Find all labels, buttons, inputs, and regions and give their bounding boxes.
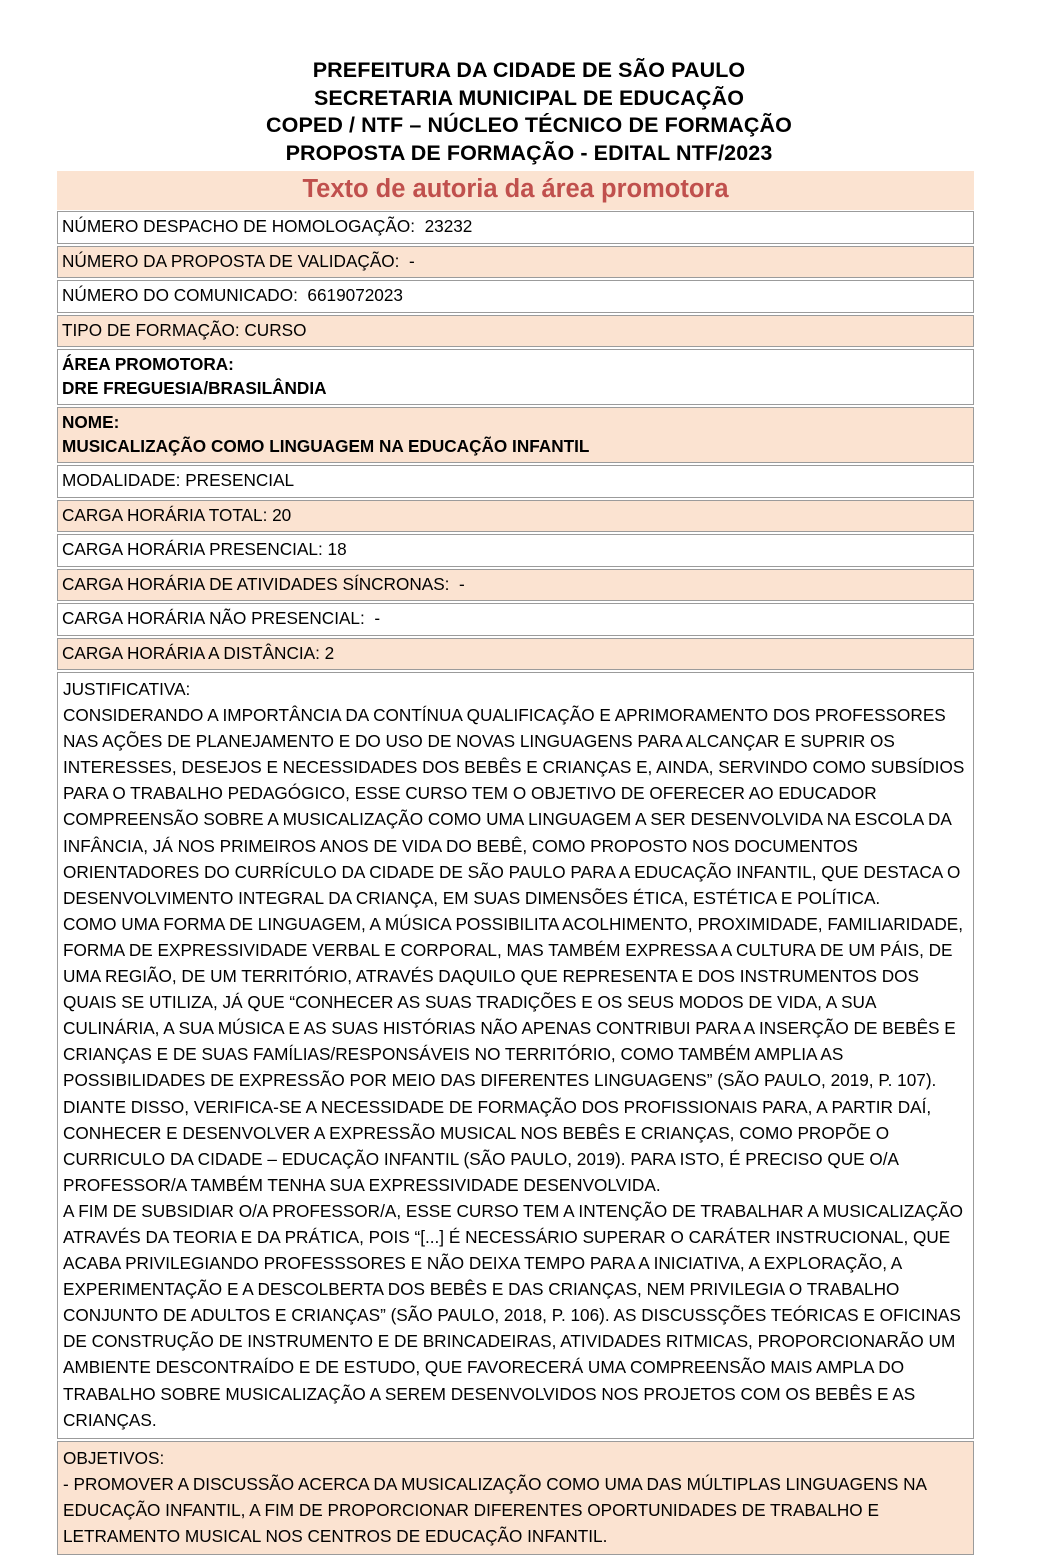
field-carga-horaria-sincronas: CARGA HORÁRIA DE ATIVIDADES SÍNCRONAS: -: [62, 573, 465, 594]
row-modalidade: [57, 465, 974, 498]
label-objetivos: OBJETIVOS:: [63, 1447, 165, 1468]
row-numero-comunicado: [57, 280, 974, 313]
justificativa-paragraph-1: CONSIDERANDO A IMPORTÂNCIA DA CONTÍNUA QUALIFICAÇÃO E APRIMORAMENTO DOS PROFESSORES NAS AÇÕES DE PLANEJAMENTO E DO USO DE NOVAS LINGUAGENS PARA ALCANÇAR E SUPRIR OS INTERESSES, DESEJOS E NECESSIDADES DOS BEBÊS E CRIANÇAS E, AINDA, SERVINDO COMO SUBSÍDIOS PARA O TRABALHO PEDAGÓGICO, ESSE CURSO TEM O OBJETIVO DE OFERECER AO EDUCADOR COMPREENSÃO SOBRE A MUSICALIZAÇÃO COMO UMA LINGUAGEM A SER DESENVOLVIDA NA ESCOLA DA INFÂNCIA, JÁ NOS PRIMEIROS ANOS DE VIDA DO BEBÊ, COMO PROPOSTO NOS DOCUMENTOS ORIENTADORES DO CURRÍCULO DA CIDADE DE SÃO PAULO PARA A EDUCAÇÃO INFANTIL, QUE DESTACA O DESENVOLVIMENTO INTEGRAL DA CRIANÇA, EM SUAS DIMENSÕES ÉTICA, ESTÉTICA E POLÍTICA.: [63, 705, 965, 908]
proposal-form-table: [57, 171, 974, 1555]
field-tipo-formacao: TIPO DE FORMAÇÃO: CURSO: [62, 319, 307, 340]
row-carga-horaria-nao-presencial: [57, 603, 974, 636]
objetivos-item-1: - PROMOVER A DISCUSSÃO ACERCA DA MUSICALIZAÇÃO COMO UMA DAS MÚLTIPLAS LINGUAGENS NA EDUCAÇÃO INFANTIL, A FIM DE PROPORCIONAR DIFERENTES OPORTUNIDADES DE TRABALHO E LETRAMENTO MUSICAL NOS CENTROS DE EDUCAÇÃO INFANTIL.: [63, 1473, 927, 1546]
label-area-promotora: ÁREA PROMOTORA:: [62, 354, 234, 374]
row-carga-horaria-total: [57, 500, 974, 533]
label-justificativa: JUSTIFICATIVA:: [63, 679, 191, 699]
field-numero-proposta-validacao: NÚMERO DA PROPOSTA DE VALIDAÇÃO: -: [62, 250, 415, 271]
row-carga-horaria-sincronas: [57, 569, 974, 602]
field-carga-horaria-distancia: CARGA HORÁRIA A DISTÂNCIA: 2: [62, 642, 335, 663]
field-carga-horaria-total: CARGA HORÁRIA TOTAL: 20: [62, 504, 292, 525]
header-line-proposta-edital: PROPOSTA DE FORMAÇÃO - EDITAL NTF/2023: [285, 140, 773, 165]
row-nome: [57, 407, 974, 463]
field-numero-comunicado: NÚMERO DO COMUNICADO: 6619072023: [62, 285, 403, 305]
value-area-promotora: DRE FREGUESIA/BRASILÂNDIA: [62, 377, 327, 398]
row-carga-horaria-distancia: [57, 638, 974, 671]
justificativa-paragraph-4: A FIM DE SUBSIDIAR O/A PROFESSOR/A, ESSE CURSO TEM A INTENÇÃO DE TRABALHAR A MUSICALIZAÇÃO ATRAVÉS DA TEORIA E DA PRÁTICA, POIS “[...] É NECESSÁRIO SUPERAR O CARÁTER INSTRUCIONAL, QUE ACABA PRIVILEGIANDO PROFESSSORES E NÃO DEIXA TEMPO PARA A INICIATIVA, A EXPLORAÇÃO, A EXPERIMENTAÇÃO E A DESCOLBERTA DOS BEBÊS E DAS CRIANÇAS, NEM PRIVILEGIA O TRABALHO CONJUNTO DE ADULTOS E CRIANÇAS” (SÃO PAULO, 2018, P. 106). AS DISCUSSÇÕES TEÓRICAS E OFICINAS DE CONSTRUÇÃO DE INSTRUMENTO E DE BRINCADEIRAS, ATIVIDADES RITMICAS, PROPORCIONARÃO UM AMBIENTE DESCONTRAÍDO E DE ESTUDO, QUE FAVORECERÁ UMA COMPREENSÃO MAIS AMPLA DO TRABALHO SOBRE MUSICALIZAÇÃO A SEREM DESENVOLVIDOS NOS PROJETOS COM OS BEBÊS E AS CRIANÇAS.: [63, 1200, 964, 1430]
field-carga-horaria-nao-presencial: CARGA HORÁRIA NÃO PRESENCIAL: -: [62, 608, 381, 628]
document-header: [0, 0, 1058, 167]
row-area-promotora: [57, 349, 974, 405]
row-tipo-formacao: [57, 315, 974, 348]
field-numero-despacho-homologacao: NÚMERO DESPACHO DE HOMOLOGAÇÃO: 23232: [62, 216, 473, 236]
label-nome: NOME:: [62, 412, 120, 432]
banner-texto-autoria: [57, 171, 974, 210]
header-line-secretaria: SECRETARIA MUNICIPAL DE EDUCAÇÃO: [313, 85, 745, 110]
justificativa-paragraph-2: COMO UMA FORMA DE LINGUAGEM, A MÚSICA POSSIBILITA ACOLHIMENTO, PROXIMIDADE, FAMILIARIDADE, FORMA DE EXPRESSIVIDADE VERBAL E CORPORAL, MAS TAMBÉM EXPRESSA A CULTURA DE UM PÁIS, DE UMA REGIÃO, DE UM TERRITÓRIO, ATRAVÉS DAQUILO QUE REPRESENTA E DOS INSTRUMENTOS DOS QUAIS SE UTILIZA, JÁ QUE “CONHECER AS SUAS TRADIÇÕES E OS SEUS MODOS DE VIDA, A SUA CULINÁRIA, A SUA MÚSICA E AS SUAS HISTÓRIAS NÃO APENAS CONTRIBUI PARA A INSERÇÃO DE BEBÊS E CRIANÇAS E DE SUAS FAMÍLIAS/RESPONSÁVEIS NO TERRITÓRIO, COMO TAMBÉM AMPLIA AS POSSIBILIDADES DE EXPRESSÃO POR MEIO DAS DIFERENTES LINGUAGENS” (SÃO PAULO, 2019, P. 107).: [63, 913, 963, 1091]
justificativa-paragraph-3: DIANTE DISSO, VERIFICA-SE A NECESSIDADE DE FORMAÇÃO DOS PROFISSIONAIS PARA, A PARTIR DAÍ, CONHECER E DESENVOLVER A EXPRESSÃO MUSICAL NOS BEBÊS E CRIANÇAS, COMO PROPÕE O CURRICULO DA CIDADE – EDUCAÇÃO INFANTIL (SÃO PAULO, 2019). PARA ISTO, É PRECISO QUE O/A PROFESSOR/A TAMBÉM TENHA SUA EXPRESSIVIDADE DESENVOLVIDA.: [63, 1096, 932, 1195]
block-objetivos: [57, 1441, 974, 1555]
row-numero-proposta-validacao: [57, 246, 974, 279]
row-numero-despacho-homologacao: [57, 211, 974, 244]
banner-title-text: Texto de autoria da área promotora: [302, 175, 729, 203]
header-line-prefeitura: PREFEITURA DA CIDADE DE SÃO PAULO: [312, 58, 746, 82]
field-carga-horaria-presencial: CARGA HORÁRIA PRESENCIAL: 18: [62, 539, 347, 559]
header-line-coped-ntf: COPED / NTF – NÚCLEO TÉCNICO DE FORMAÇÃO: [266, 113, 792, 137]
row-carga-horaria-presencial: [57, 534, 974, 567]
block-justificativa: [57, 672, 974, 1439]
field-modalidade: MODALIDADE: PRESENCIAL: [62, 470, 295, 490]
value-nome: MUSICALIZAÇÃO COMO LINGUAGEM NA EDUCAÇÃO INFANTIL: [62, 435, 590, 456]
